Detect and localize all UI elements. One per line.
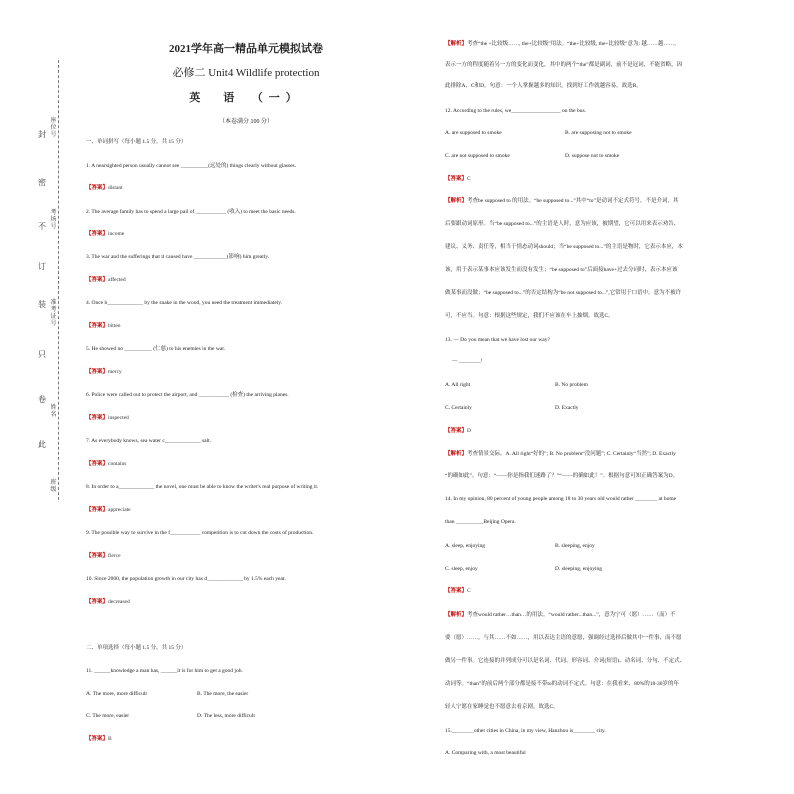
seal-char: 装 (38, 300, 46, 309)
question-text: 1. A nearsighted person usually cannot see __________(远处的) things clearly without glasses. (86, 163, 297, 169)
analysis-text: 轻人宁愿在家睡觉也不愿意去看京剧。故选C。 (445, 704, 559, 710)
answer-line (86, 552, 121, 560)
answer-tag: 【答案】 (86, 461, 109, 467)
answer-tag: 【答案】 (445, 428, 468, 434)
question-text: 9. The possible way to survive in the f___________ competition is to cut down the costs of production. (86, 530, 314, 536)
answer-value: contains (108, 461, 127, 467)
answer-line (86, 184, 123, 192)
answer-line (86, 598, 130, 606)
option-c: C. Certainly (445, 405, 472, 411)
question-text: 12. According to the rules, we__________________ on the bus. (445, 108, 586, 114)
question-text: 6. Police were called out to protect the airport, and ___________ (检查) the arriving planes. (86, 392, 289, 398)
option-b: B. The more, the easier (197, 691, 249, 697)
answer-line (86, 276, 126, 284)
answer-line (86, 735, 112, 743)
answer-value: income (108, 231, 125, 237)
answer-tag: 【答案】 (445, 588, 468, 594)
section-heading: 二、单项选择（每小题 1.5 分，共 15 分） (86, 645, 187, 651)
answer-value: C (467, 588, 471, 594)
analysis-text: 考查be supposed to 的用法。“be supposed to...”其中“to”是动词不定式符号，不是介词，其 (467, 198, 679, 204)
answer-value: inspected (108, 415, 129, 421)
option-d: D. sleeping, enjoying (555, 566, 603, 572)
question-text: 7. As everybody knows, sea water c_____________ salt. (86, 438, 211, 444)
analysis-text: 表示一方的程度随着另一方的变化而变化，其中的两个“the”都是副词，前不是冠词，不能省略，因 (445, 62, 683, 68)
section-heading: 一、单词拼写（每小题 1.5 分，共 15 分） (86, 139, 187, 145)
option-c: C. sleep, enjoy (445, 566, 478, 572)
answer-line (445, 175, 471, 183)
question-text: — ________! (452, 358, 483, 364)
admission-number-label: 准考证号 (50, 300, 57, 327)
seal-char: 封 (38, 130, 46, 139)
analysis-tag: 【解析】 (445, 612, 468, 618)
analysis-text: 该，用于表示某事本应该发生而没有发生；“be supposed to”后面接have+过去分词时，表示本应该 (445, 267, 678, 273)
answer-tag: 【答案】 (86, 599, 109, 605)
question-text: 14. In my opinion, 80 percent of young people among 18 to 30 years old would rather ________ at home (445, 496, 677, 502)
option-c: C. are not supposed to smoke (445, 153, 510, 159)
answer-value: decreased (108, 599, 130, 605)
exam-room-label: 考场号 (50, 210, 57, 230)
seal-cut-line (58, 60, 59, 500)
answer-tag: 【答案】 (86, 553, 109, 559)
analysis-text: 后要跟动词原形。当“be supposed to...”的主语是人时，意为应该，被期望，它可以用来表示劝告、 (445, 221, 680, 227)
question-text: 8. In order to a_____________ the novel, one must be able to know the writer's real purpose of writing it. (86, 484, 319, 490)
score-note: （本卷满分 100 分） (218, 119, 273, 125)
answer-line (86, 460, 126, 468)
seal-char: 订 (38, 262, 46, 271)
seal-char: 密 (38, 178, 46, 187)
answer-value: bitten (108, 323, 121, 329)
analysis-tag: 【解析】 (445, 198, 468, 204)
answer-value: distant (108, 185, 123, 191)
seal-char: 只 (38, 350, 46, 359)
option-a: A. sleep, enjoying (445, 543, 486, 549)
answer-tag: 【答案】 (86, 415, 109, 421)
option-a: A. All right (445, 382, 471, 388)
analysis-line (445, 197, 678, 205)
question-text: 2. The average family has to spend a large pail of ___________ (收入) to meet the basic needs. (86, 209, 296, 215)
option-d: D. suppose not to smoke (565, 153, 620, 159)
answer-value: appreciate (108, 507, 131, 513)
question-text: 3. The war and the sufferings that it caused have ____________(影响) him greatly. (86, 254, 270, 260)
question-text: 15.________other cities in China, in my view, Hanzhou is________ city. (445, 728, 606, 734)
answer-line (86, 230, 124, 238)
seal-char: 此 (38, 440, 46, 449)
answer-tag: 【答案】 (445, 176, 468, 182)
answer-value: B (108, 736, 112, 742)
option-a: A. The more, more difficult (86, 691, 147, 697)
exam-title: 2021学年高一精品单元模拟试卷 (169, 43, 323, 55)
answer-tag: 【答案】 (86, 507, 109, 513)
analysis-line (445, 450, 676, 458)
question-text: 11. ______knowledge a man has, ______it is for him to get a good job. (86, 668, 243, 674)
exam-subject: 英 语 （一） (189, 92, 303, 104)
analysis-tag: 【解析】 (445, 451, 468, 457)
answer-line (86, 322, 121, 330)
option-b: B. sleeping, enjoy (555, 543, 595, 549)
seal-char: 卷 (38, 395, 46, 404)
option-b: B. No problem (555, 382, 588, 388)
class-label: 班级 (50, 480, 57, 493)
answer-value: C (467, 176, 471, 182)
answer-value: mercy (108, 369, 122, 375)
answer-line (86, 506, 131, 514)
question-text: 13. — Do you mean that we have lost our way? (445, 337, 550, 343)
question-text: 4. Once b_____________ by the snake in the wood, you need the treatment immediately. (86, 300, 283, 306)
exam-subtitle: 必修二 Unit4 Wildlife protection (172, 67, 320, 79)
answer-line (86, 368, 122, 376)
answer-tag: 【答案】 (86, 369, 109, 375)
seal-char: 不 (38, 222, 46, 231)
answer-tag: 【答案】 (86, 185, 109, 191)
analysis-text: 建议、义务、责任等，相当于情态动词should；当“be supposed to...”的主语是物时，它表示本应，本 (445, 244, 683, 250)
analysis-text: 做另一件事。它连接的并列成分可以是名词、代词、形容词、介词(短语)、动名词、分句、不定式、 (445, 658, 686, 664)
name-label: 姓名 (50, 405, 57, 418)
analysis-text: 可，不应当。句意：根据这些规定，我们不应该在车上抽烟。故选C。 (445, 313, 614, 319)
option-d: D. The less, more difficult (197, 713, 255, 719)
analysis-text: 考查情景交际。A. All right“好的”; B. No problem“没问题”; C. Certainly“当然”; D. Exactly (467, 451, 676, 457)
analysis-text: 动词等。“than”的前后两个部分都是接不带to的动词不定式。句意：在我看来，80%的18-30岁的年 (445, 681, 680, 687)
analysis-text: 考查would rather…than…的用法。“would rather...than...”，意为宁可（愿）……（而）不 (467, 612, 676, 618)
analysis-line (445, 40, 676, 48)
answer-tag: 【答案】 (86, 231, 109, 237)
analysis-text: 此排除A、C和D。句意：一个人掌握越多的知识，找到好工作就越容易。故选B。 (445, 83, 642, 89)
seat-number-label: 座位号 (50, 118, 57, 138)
analysis-tag: 【解析】 (445, 41, 468, 47)
option-b: B. are supposing not to smoke (565, 130, 632, 136)
option-a: A. are supposed to smoke (445, 130, 502, 136)
answer-tag: 【答案】 (86, 277, 109, 283)
analysis-text: 做某事而没做；“be supposed to...”的否定结构为“be not supposed to...”,它常用于口语中，意为不被许 (445, 290, 682, 296)
analysis-line (445, 611, 676, 619)
option-d: D. Exactly (555, 405, 579, 411)
answer-value: affected (108, 277, 126, 283)
answer-line (86, 414, 129, 422)
answer-value: D (467, 428, 471, 434)
binding-margin (0, 0, 78, 794)
answer-tag: 【答案】 (86, 323, 109, 329)
answer-value: fierce (108, 553, 121, 559)
question-text: 10. Since 2000, the population growth in our city has d_____________ by 1.5% each year. (86, 576, 286, 582)
analysis-text: “的确如此”。句意：“——你是指我们迷路了？”“——的确如此！”。根据句意可知正确答案为D。 (445, 473, 679, 479)
analysis-text: 考查“the +比较级……, the+比较级”用法。“the+比较级, the+比较级”意为: 越……越……, (467, 41, 676, 47)
option-c: C. The more, easier (86, 713, 130, 719)
answer-line (445, 587, 471, 595)
question-text: than __________Beijing Opera. (445, 519, 516, 525)
option-a: A. Comparing with, a most beautiful (445, 750, 526, 756)
analysis-text: 要（愿）……，与其……不如……，用以表达主语的意愿，强调经过选择后做其中一件事，而不愿 (445, 635, 682, 641)
question-text: 5. He showed no __________ (仁慈) to his enemies in the war. (86, 346, 226, 352)
answer-tag: 【答案】 (86, 736, 109, 742)
answer-line (445, 427, 471, 435)
